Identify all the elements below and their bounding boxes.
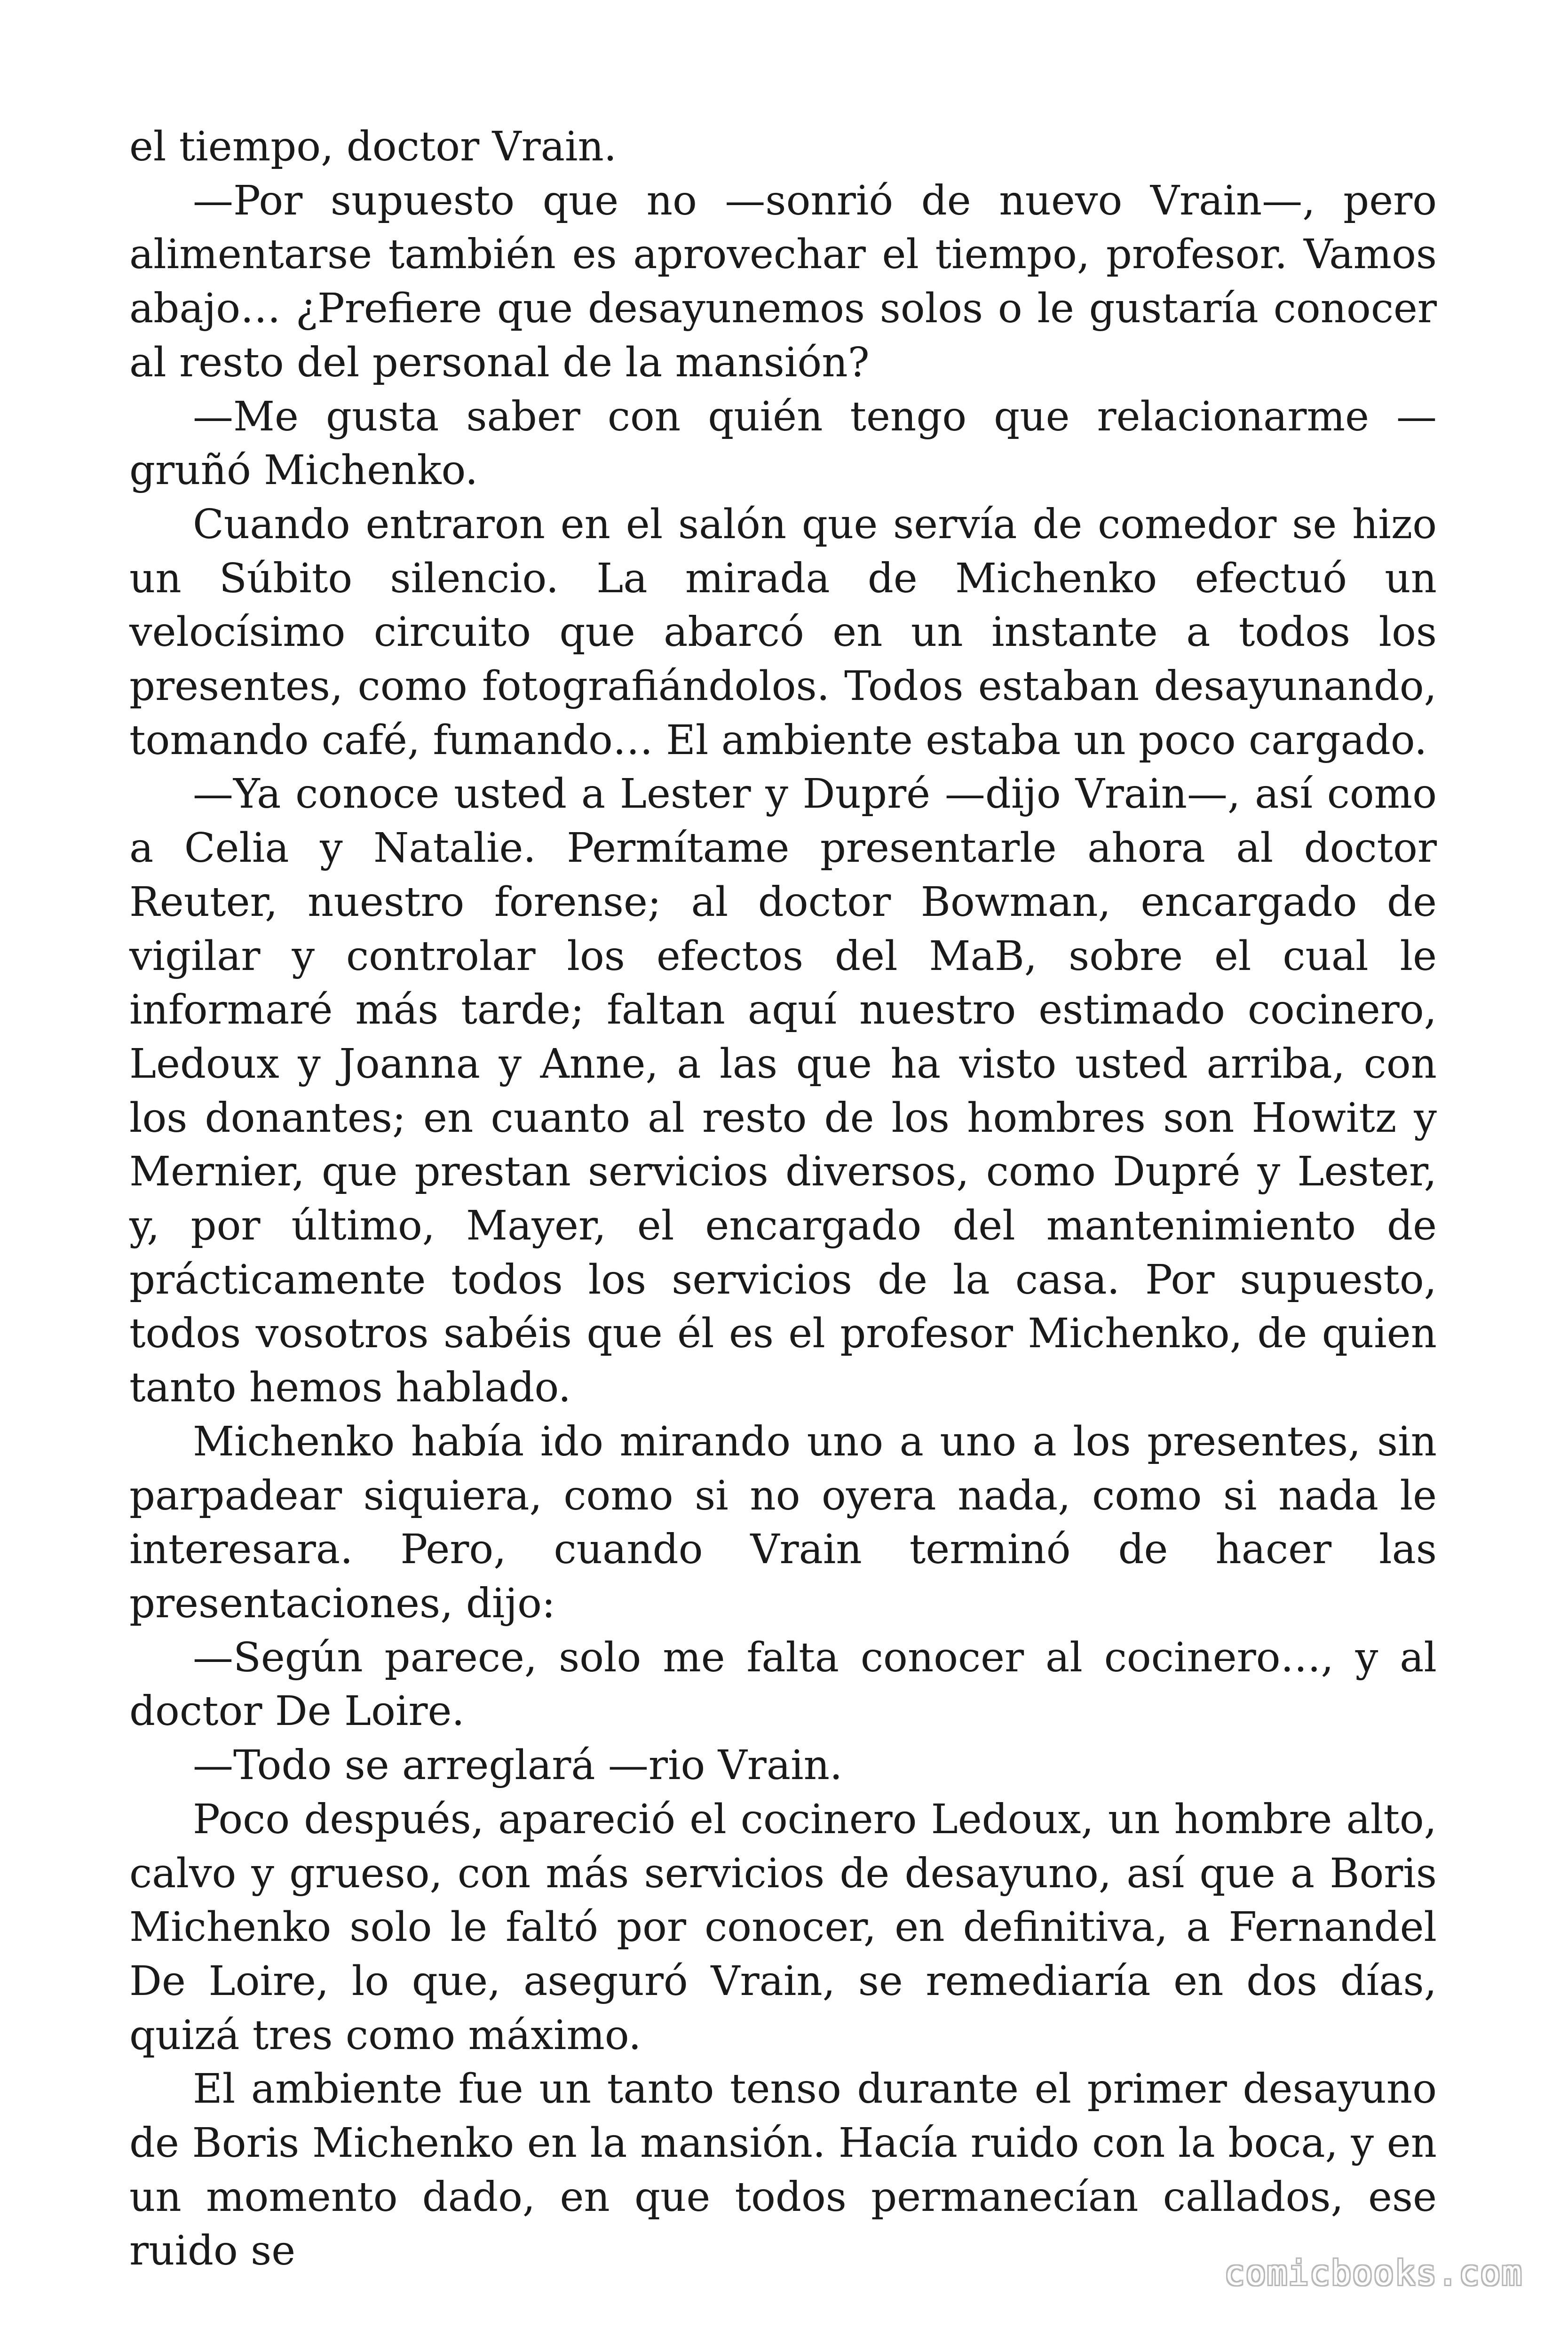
- paragraph: Michenko había ido mirando uno a uno a los presentes, sin parpadear siquiera, como si no oyera nada, como si nada le interesara. Pero, cuando Vrain terminó de hacer las presentaciones, dijo:: [129, 1418, 1437, 1627]
- paragraph: —Me gusta saber con quién tengo que relacionarme —gruñó Michenko.: [129, 393, 1437, 494]
- paragraph: Poco después, apareció el cocinero Ledoux, un hombre alto, calvo y grueso, con más servicios de desayuno, así que a Boris Michenko solo le faltó por conocer, en definitiva, a Fernandel De Loire, lo que, aseguró Vrain, se remediaría en dos días, quizá tres como máximo.: [129, 1796, 1437, 2059]
- paragraph: el tiempo, doctor Vrain.: [129, 123, 617, 170]
- paragraph: El ambiente fue un tanto tenso durante el primer desayuno de Boris Michenko en la mansión. Hacía ruido con la boca, y en un momento dado, en que todos permanecían callados, ese ruido se: [129, 2066, 1437, 2275]
- book-page-text: [129, 120, 1437, 2278]
- paragraph: —Por supuesto que no —sonrió de nuevo Vrain—, pero alimentarse también es aprovechar el tiempo, profesor. Vamos abajo… ¿Prefiere que desayunemos solos o le gustaría conocer al resto del personal de la mansión?: [129, 177, 1437, 386]
- paragraph: —Todo se arreglará —rio Vrain.: [193, 1742, 843, 1789]
- paragraph: —Según parece, solo me falta conocer al cocinero…, y al doctor De Loire.: [129, 1634, 1437, 1735]
- paragraph: Cuando entraron en el salón que servía de comedor se hizo un Súbito silencio. La mirada de Michenko efectuó un velocísimo circuito que abarcó en un instante a todos los presentes, como fotografiándolos. Todos estaban desayunando, tomando café, fumando… El ambiente estaba un poco cargado.: [129, 501, 1437, 764]
- paragraph: —Ya conoce usted a Lester y Dupré —dijo Vrain—, así como a Celia y Natalie. Permítame presentarle ahora al doctor Reuter, nuestro forense; al doctor Bowman, encargado de vigilar y controlar los efectos del MaB, sobre el cual le informaré más tarde; faltan aquí nuestro estimado cocinero, Ledoux y Joanna y Anne, a las que ha visto usted arriba, con los donantes; en cuanto al resto de los hombres son Howitz y Mernier, que prestan servicios diversos, como Dupré y Lester, y, por último, Mayer, el encargado del mantenimiento de prácticamente todos los servicios de la casa. Por supuesto, todos vosotros sabéis que él es el profesor Michenko, de quien tanto hemos hablado.: [129, 771, 1437, 1412]
- watermark: comicbooks.com: [1224, 2253, 1523, 2293]
